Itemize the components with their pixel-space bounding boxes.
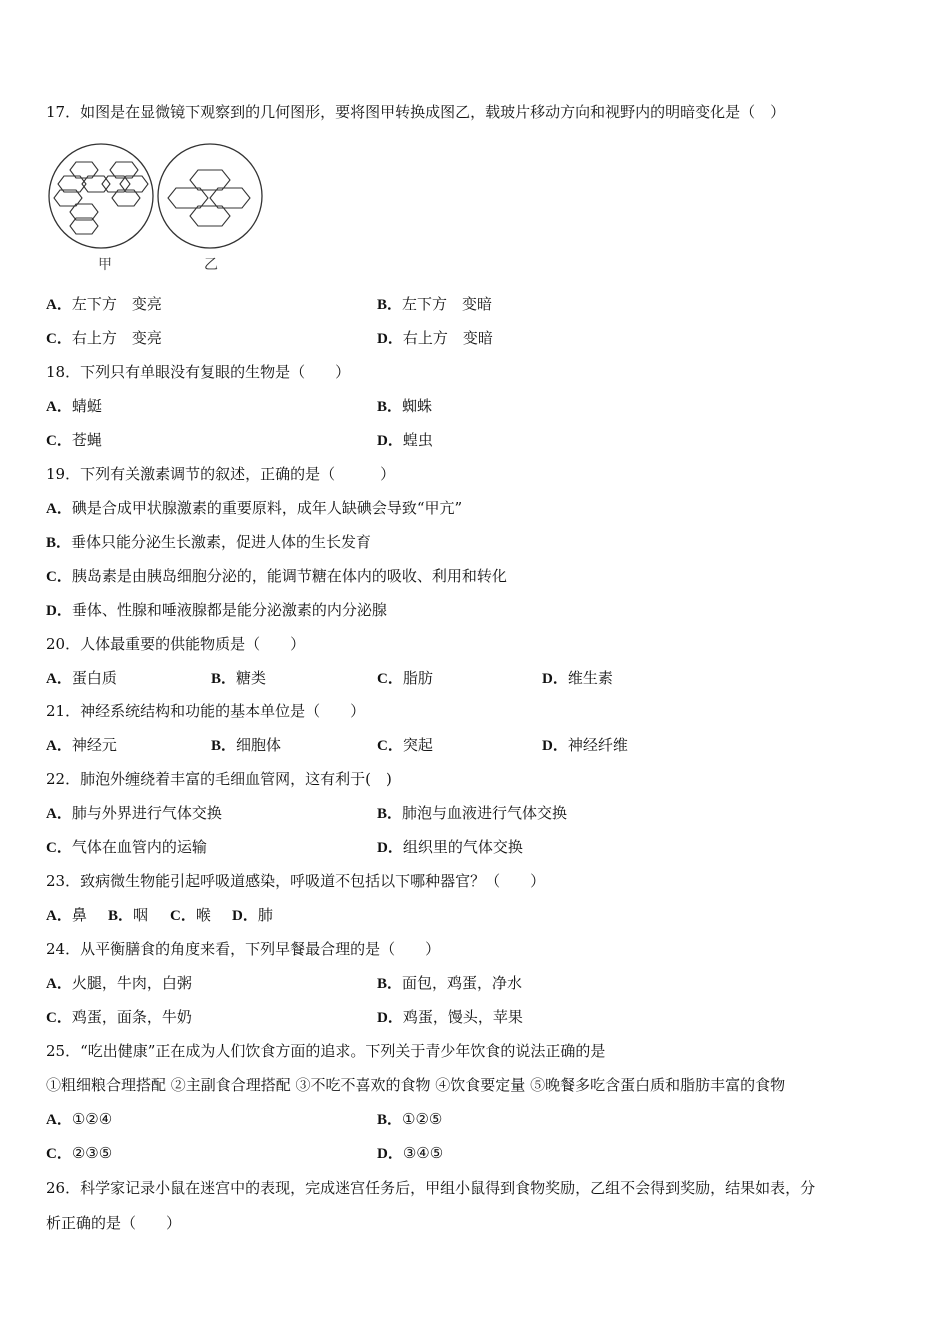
q20-option-d[interactable]: D．维生素 [542,669,613,687]
view-yi-circle [158,144,262,248]
question-24-stem: 24．从平衡膳食的角度来看，下列早餐最合理的是（ ） [46,940,441,958]
q25-option-d[interactable]: D．③④⑤ [377,1144,444,1162]
q19-option-a[interactable]: A．碘是合成甲状腺激素的重要原料，成年人缺碘会导致“甲亢” [46,499,463,517]
q23-option-d[interactable]: D．肺 [232,906,273,924]
q19-option-b[interactable]: B．垂体只能分泌生长激素，促进人体的生长发育 [46,533,372,551]
q21-option-b[interactable]: B．细胞体 [211,736,282,754]
q23-option-b[interactable]: B．咽 [108,906,149,924]
question-21-stem: 21．神经系统结构和功能的基本单位是（ ） [46,702,366,720]
question-20-stem: 20．人体最重要的供能物质是（ ） [46,635,306,653]
q17-option-d[interactable]: D．右上方 变暗 [377,329,493,347]
q22-option-a[interactable]: A．肺与外界进行气体交换 [46,804,222,822]
question-26-stem-line1: 26．科学家记录小鼠在迷宫中的表现，完成迷宫任务后，甲组小鼠得到食物奖励，乙组不会得到奖励，结果如表，分 [46,1179,816,1197]
question-26-stem-line2: 析正确的是（ ） [46,1214,182,1232]
question-19-stem: 19．下列有关激素调节的叙述，正确的是（ ） [46,465,396,483]
figure-label-jia: 甲 [98,257,112,273]
q24-option-b[interactable]: B．面包，鸡蛋，净水 [377,974,523,992]
q24-option-d[interactable]: D．鸡蛋，馒头，苹果 [377,1008,523,1026]
q24-option-c[interactable]: C．鸡蛋，面条，牛奶 [46,1008,192,1026]
q18-option-a[interactable]: A．蜻蜓 [46,397,102,415]
q23-option-c[interactable]: C．喉 [170,906,211,924]
view-jia-hexagons [54,162,148,234]
question-23-stem: 23．致病微生物能引起呼吸道感染，呼吸道不包括以下哪种器官？（ ） [46,872,546,890]
question-17-stem: 17．如图是在显微镜下观察到的几何图形，要将图甲转换成图乙，载玻片移动方向和视野内的明暗变化是（ ） [46,103,786,121]
q25-option-b[interactable]: B．①②⑤ [377,1110,443,1128]
q25-option-a[interactable]: A．①②④ [46,1110,113,1128]
q23-option-a[interactable]: A．鼻 [46,906,87,924]
q18-option-b[interactable]: B．蜘蛛 [377,397,433,415]
q19-option-d[interactable]: D．垂体、性腺和唾液腺都是能分泌激素的内分泌腺 [46,601,387,619]
q24-option-a[interactable]: A．火腿，牛肉，白粥 [46,974,192,992]
view-yi-hexagons [168,170,250,226]
question-25-stem: 25．“吃出健康”正在成为人们饮食方面的追求。下列关于青少年饮食的说法正确的是 [46,1042,606,1060]
q22-option-d[interactable]: D．组织里的气体交换 [377,838,523,856]
figure-label-yi: 乙 [204,257,218,273]
question-22-stem: 22．肺泡外缠绕着丰富的毛细血管网，这有利于( ) [46,770,392,788]
question-25-items: ①粗细粮合理搭配 ②主副食合理搭配 ③不吃不喜欢的食物 ④饮食要定量 ⑤晚餐多吃含蛋白质和脂肪丰富的食物 [46,1076,786,1094]
q21-option-c[interactable]: C．突起 [377,736,433,754]
q19-option-c[interactable]: C．胰岛素是由胰岛细胞分泌的，能调节糖在体内的吸收、利用和转化 [46,567,507,585]
microscope-figure [46,140,266,275]
q20-option-b[interactable]: B．糖类 [211,669,267,687]
q22-option-b[interactable]: B．肺泡与血液进行气体交换 [377,804,568,822]
q20-option-c[interactable]: C．脂肪 [377,669,433,687]
microscope-views-diagram [46,140,266,252]
q20-option-a[interactable]: A．蛋白质 [46,669,117,687]
q17-option-c[interactable]: C．右上方 变亮 [46,329,162,347]
q17-option-a[interactable]: A．左下方 变亮 [46,295,162,313]
q21-option-a[interactable]: A．神经元 [46,736,117,754]
q22-option-c[interactable]: C．气体在血管内的运输 [46,838,207,856]
q17-option-b[interactable]: B．左下方 变暗 [377,295,493,313]
q21-option-d[interactable]: D．神经纤维 [542,736,628,754]
view-jia-circle [49,144,153,248]
question-18-stem: 18．下列只有单眼没有复眼的生物是（ ） [46,363,351,381]
q18-option-d[interactable]: D．蝗虫 [377,431,433,449]
q18-option-c[interactable]: C．苍蝇 [46,431,102,449]
q25-option-c[interactable]: C．②③⑤ [46,1144,113,1162]
